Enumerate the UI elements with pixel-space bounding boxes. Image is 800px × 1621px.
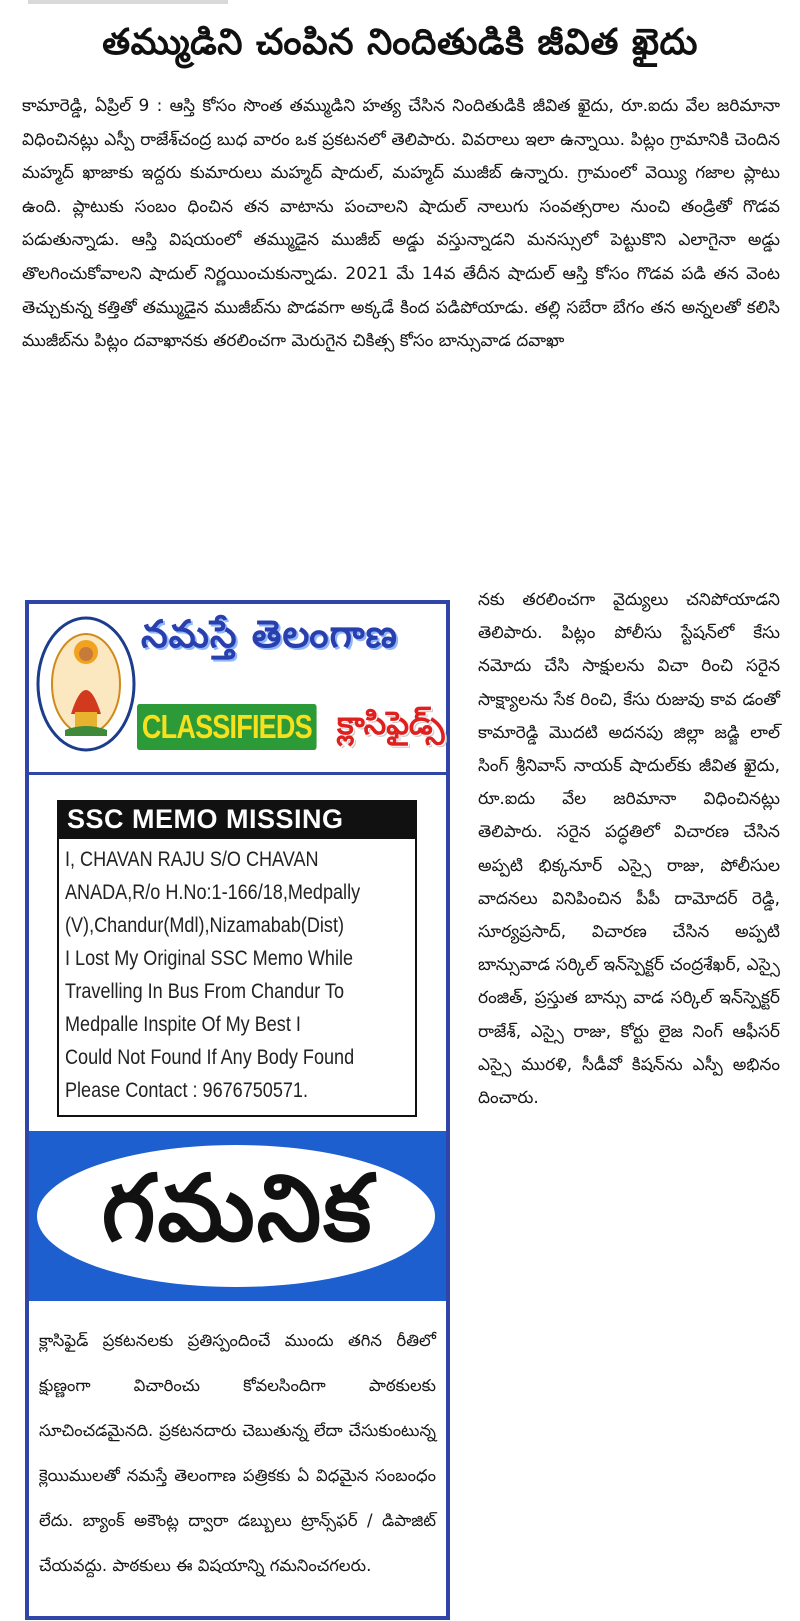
notice-line: Could Not Found If Any Body Found (65, 1046, 355, 1069)
article-headline: తమ్ముడిని చంపిన నిందితుడికి జీవిత ఖైదు (102, 22, 698, 63)
masthead-subtitle (137, 704, 445, 760)
notice-line: ANADA,R/o H.No:1-166/18,Medpally (65, 881, 361, 904)
notice-line: Medpalle Inspite Of My Best I (65, 1013, 301, 1036)
ssc-memo-notice (57, 800, 417, 1117)
gamanika-banner (29, 1131, 446, 1301)
classifieds-masthead (29, 604, 446, 775)
reader-advisory: క్లాసిఫైడ్ ప్రకటనలకు ప్రతిస్పందించే ముందు తగిన రీతిలో క్షుణ్ణంగా విచారించు కోవలసిందిగా పాఠకులకు సూచించడమైనది. ప్రకటనదారు చెబుతున్న లేదా చేసుకుంటున్న క్లెయిములతో నమస్తే తెలంగాణ పత్రికకు ఏ విధమైన సంబంధం లేదు. బ్యాంక్ అకౌంట్ల ద్వారా డబ్బులు ట్రాన్స్‌ఫర్ / డిపాజిట్ చేయవద్దు. పాఠకులు ఈ విషయాన్ని గమనించగలరు. (39, 1331, 436, 1575)
article-body-column: నకు తరలించగా వైద్యులు చనిపోయాడని తెలిపారు. పిట్లం పోలీసు స్టేషన్‌లో కేసు నమోదు చేసి సాక్షులను విచా రించి సరైన సాక్ష్యాలను సేక రించి, కేసు రుజువు కావ డంతో కామారెడ్డి మొదటి అదనపు జిల్లా జడ్జి లాల్ సింగ్ శ్రీనివాస్ నాయక్ షాదుల్‌కు జీవిత ఖైదు, రూ.ఐదు వేల జరిమానా విధించినట్లు తెలిపారు. సరైన పద్ధతిలో విచారణ చేసిన అప్పటి భిక్కనూర్ ఎస్సై రాజు, పోలీసుల వాదనలు వినిపించిన పీపీ దామోదర్ రెడ్డి, సూర్యప్రసాద్, విచారణ చేసిన అప్పటి బాన్సువాడ సర్కిల్ ఇన్‌స్పెక్టర్ చంద్రశేఖర్, ఎస్సై రంజిత్, ప్రస్తుత బాన్సు వాడ సర్కిల్ ఇన్‌స్పెక్టర్ రాజేశ్, ఎస్సై రాజు, కోర్టు లైజ నింగ్ ఆఫీసర్ ఎస్సై మురళి, సీడీవో కిషన్‌ను ఎస్పీ అభినం దించారు. (478, 590, 780, 1109)
notice-line: Travelling In Bus From Chandur To (65, 980, 345, 1003)
cut-off-strip (28, 0, 228, 4)
notice-line: I, CHAVAN RAJU S/O CHAVAN (65, 848, 319, 871)
classifieds-telugu: క్లాసిఫైడ్స్ (337, 704, 445, 742)
masthead-title: నమస్తే తెలంగాణ (141, 612, 398, 656)
article-body-full-width: కామారెడ్డి, ఏప్రిల్ 9 : ఆస్తి కోసం సొంత తమ్ముడిని హత్య చేసిన నిందితుడికి జీవిత ఖైదు, రూ.ఐదు వేల జరిమానా విధించినట్లు ఎస్పీ రాజేశ్‌చంద్ర బుధ వారం ఒక ప్రకటనలో తెలిపారు. వివరాలు ఇలా ఉన్నాయి. పిట్లం గ్రామానికి చెందిన మహ్మద్ ఖాజాకు ఇద్దరు కుమారులు మహ్మద్ షాదుల్, మహ్మద్ ముజీబ్ ఉన్నారు. గ్రామంలో వెయ్యి గజాల ప్లాటు ఉంది. ప్లాటుకు సంబం ధించిన తన వాటాను పంచాలని షాదుల్ నాలుగు సంవత్సరాల నుంచి తండ్రితో గొడవ పడుతున్నాడు. ఆస్తి విషయంలో తమ్ముడైన ముజీబ్ అడ్డు వస్తున్నాడని మనస్సులో పెట్టుకొని ఎలాగైనా అడ్డు తొలగించుకోవాలని షాదుల్ నిర్ణయించుకున్నాడు. 2021 మే 14వ తేదీన షాదుల్ ఆస్తి కోసం గొడవ పడి తన వెంట తెచ్చుకున్న కత్తితో తమ్ముడైన ముజీబ్‌ను పొడవగా అక్కడే కింద పడిపోయాడు. తల్లి సబేరా బేగం తన అన్నలతో కలిసి ముజీబ్‌ను పిట్లం దవాఖానకు తరలించగా మెరుగైన చికిత్స కోసం బాన్సువాడ దవాఖా (22, 96, 780, 352)
notice-body (57, 839, 417, 1117)
notice-title: SSC MEMO MISSING (57, 800, 417, 839)
classifieds-english: CLASSIFIEDS (137, 704, 317, 750)
notice-line: Please Contact : 9676750571. (65, 1079, 308, 1102)
notice-line: (V),Chandur(Mdl),Nizamabab(Dist) (65, 914, 345, 937)
goddess-seal-icon (35, 614, 137, 754)
gamanika-heading: గమనిక (101, 1155, 374, 1262)
notice-line: I Lost My Original SSC Memo While (65, 947, 354, 970)
classifieds-ad-box (25, 600, 450, 1620)
clipping-top-edge (0, 0, 800, 6)
